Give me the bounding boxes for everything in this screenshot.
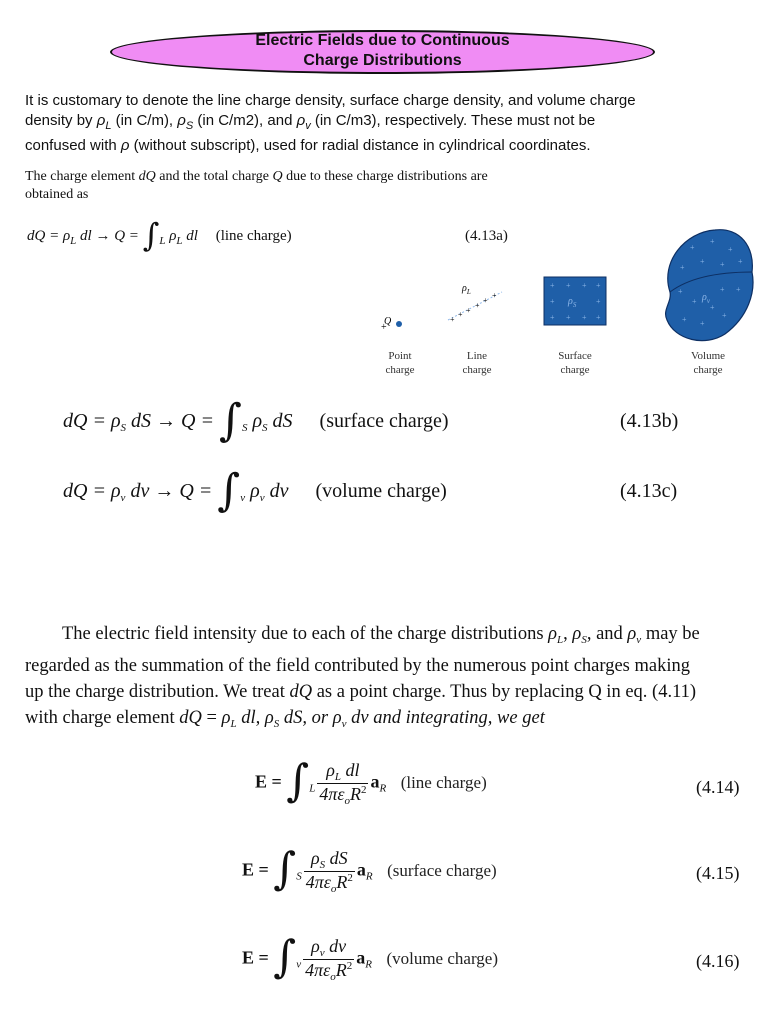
equation-4-16: $E = \int_v$ $\frac{\rho_v dv}{4\pi\varepsilon_oR^2}$ $a_R$ (volume charge): [242, 931, 499, 983]
volume-charge-label: $\rho_v$: [702, 292, 710, 305]
equation-4-13b: dQ = $\rho_S$ dS → $Q = \int_S$ $\rho_S$ dS (surface charge): [63, 395, 449, 446]
page-title: Electric Fields due to Continuous Charge Distributions: [255, 32, 510, 69]
svg-text:+: +: [596, 297, 601, 306]
svg-text:+: +: [550, 281, 555, 290]
volume-charge-diagram: [666, 230, 753, 341]
equation-4-15: $E = \int_S$ $\frac{\rho_S dS}{4\pi\varepsilon_oR^2}$ $a_R$ (surface charge): [242, 843, 497, 895]
svg-text:+: +: [710, 237, 715, 246]
equation-number-4-16: (4.16): [696, 951, 740, 971]
svg-text:+: +: [680, 263, 685, 272]
svg-text:+: +: [450, 315, 455, 324]
equation-number-4-13b: (4.13b): [620, 410, 679, 432]
svg-text:+: +: [582, 313, 587, 322]
svg-text:+: +: [738, 257, 743, 266]
svg-text:+: +: [700, 257, 705, 266]
svg-text:+: +: [566, 281, 571, 290]
surface-charge-diagram: [544, 277, 606, 325]
equation-number-4-13c: (4.13c): [620, 480, 678, 502]
svg-text:+: +: [682, 315, 687, 324]
svg-text:+: +: [475, 301, 480, 310]
svg-text:+: +: [678, 287, 683, 296]
svg-text:+: +: [466, 306, 471, 315]
caption-volume-charge: Volume charge: [690, 350, 726, 376]
svg-text:+: +: [492, 291, 497, 300]
surface-charge-label: $\rho_S$: [568, 296, 577, 309]
point-charge-label: Q: [384, 316, 392, 327]
svg-text:+: +: [692, 297, 697, 306]
caption-surface-charge: Surface charge: [558, 350, 592, 376]
svg-text:+: +: [483, 296, 488, 305]
field-intensity-paragraph: The electric field intensity due to each of the charge distributions $\rho_L$, $\rho_S$, and $\rho_v$ may be regarded as the summation of the field contributed by the numerous point charges making up the charge distribution. We treat dQ as a point charge. Thus by replacing Q in eq. (4.11) with charge element dQ = $\rho_L$ dl, $\rho_S$ dS, or $\rho_v$ dv and integrating, we get: [25, 624, 700, 730]
svg-text:+: +: [720, 285, 725, 294]
svg-text:+: +: [728, 245, 733, 254]
charge-element-text: The charge element dQ and the total charge Q due to these charge distributions are obtained as: [25, 169, 488, 202]
equation-number-4-14: (4.14): [696, 777, 740, 797]
line-charge-label: $\rho_L$: [462, 283, 471, 296]
point-charge-dot: [396, 321, 402, 327]
svg-text:+: +: [736, 285, 741, 294]
caption-point-charge: Point charge: [385, 350, 415, 376]
charge-distribution-figure: [370, 222, 760, 387]
svg-text:+: +: [722, 311, 727, 320]
line-charge-diagram: [448, 283, 502, 324]
svg-text:+: +: [566, 313, 571, 322]
svg-text:+: +: [720, 260, 725, 269]
svg-text:+: +: [582, 281, 587, 290]
intro-paragraph: It is customary to denote the line charge density, surface charge density, and volume charge density by $\rho_L$ (in C/m), $\rho_S$ (in C/m2), and $\rho_v$ (in C/m3), respectively. These must not be confused with ρ (without subscript), used for radial distance in cylindrical coordinates.: [25, 92, 636, 154]
svg-text:+: +: [700, 319, 705, 328]
svg-text:+: +: [710, 303, 715, 312]
svg-text:+: +: [550, 297, 555, 306]
svg-text:+: +: [381, 322, 387, 333]
svg-text:+: +: [458, 310, 463, 319]
equation-number-4-13a: (4.13a): [465, 228, 508, 244]
svg-text:+: +: [596, 281, 601, 290]
equation-4-13c: dQ = $\rho_v$ dv → $Q = \int_v$ $\rho_v$ dv (volume charge): [63, 465, 447, 516]
svg-text:+: +: [596, 313, 601, 322]
equation-4-14: $E = \int_L$ $\frac{\rho_L dl}{4\pi\varepsilon_oR^2}$ $a_R$ (line charge): [255, 755, 487, 807]
svg-text:+: +: [690, 243, 695, 252]
svg-text:+: +: [550, 313, 555, 322]
equation-number-4-15: (4.15): [696, 863, 740, 883]
point-charge-diagram: [381, 316, 402, 333]
caption-line-charge: Line charge: [462, 350, 492, 376]
equation-4-13a: dQ = $\rho_L$ dl → $Q = \int_L$ $\rho_L$ dl (line charge): [27, 216, 292, 254]
